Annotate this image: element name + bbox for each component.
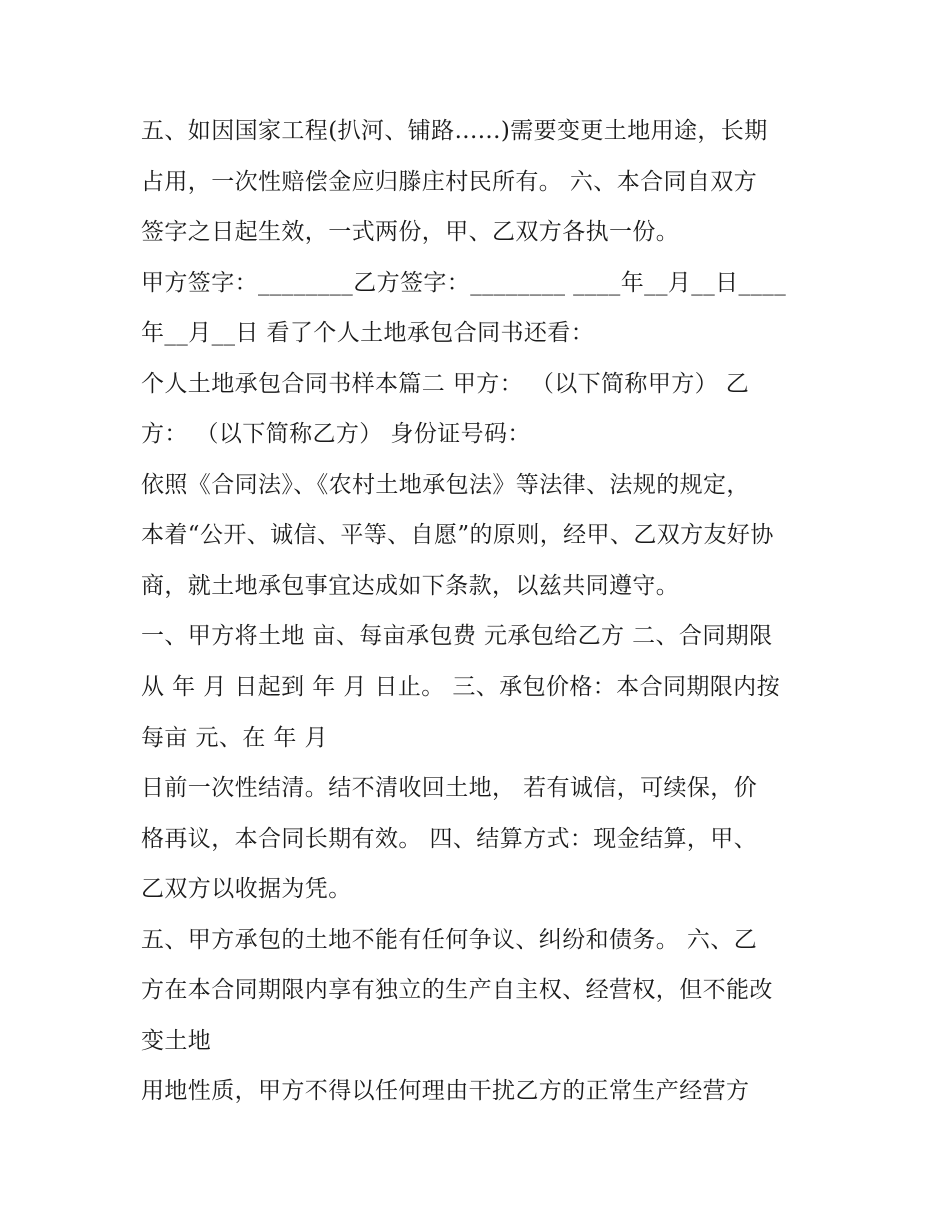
text-line: 日前一次性结清。结不清收回土地， 若有诚信，可续保，价 <box>141 775 758 801</box>
text-line: 签字之日起生效，一式两份，甲、乙双方各执一份。 <box>141 219 680 245</box>
text-line: 依照《合同法》、《农村土地承包法》等法律、法规的规定， <box>141 472 750 498</box>
text-line: 五、如因国家工程(扒河、铺路......)需要变更土地用途，长期 <box>141 118 768 144</box>
text-line: 方在本合同期限内享有独立的生产自主权、经营权，但不能改 <box>141 977 773 1003</box>
text-line: 格再议，本合同长期有效。 四、结算方式：现金结算，甲、 <box>141 826 758 852</box>
text-line: 用地性质，甲方不得以任何理由干扰乙方的正常生产经营方 <box>141 1078 750 1104</box>
text-line: 本着“公开、诚信、平等、自愿”的原则，经甲、乙双方友好协 <box>141 522 774 548</box>
text-line: 方： （以下简称乙方） 身份证号码： <box>141 421 531 447</box>
text-line: 个人土地承包合同书样本篇二 甲方： （以下简称甲方） 乙 <box>141 371 750 397</box>
text-line: 变土地 <box>141 1028 212 1054</box>
text-line: 商，就土地承包事宜达成如下条款，以兹共同遵守。 <box>141 573 680 599</box>
signature-line: 甲方签字：________乙方签字：________ ____年__月__日____ <box>141 270 787 296</box>
text-line: 占用，一次性赔偿金应归滕庄村民所有。 六、本合同自双方 <box>141 169 758 195</box>
text-line: 一、甲方将土地 亩、每亩承包费 元承包给乙方 二、合同期限 <box>141 623 773 649</box>
text-line: 年__月__日 看了个人土地承包合同书还看： <box>141 320 595 346</box>
text-line: 乙双方以收据为凭。 <box>141 876 352 902</box>
text-line: 五、甲方承包的土地不能有任何争议、纠纷和债务。 六、乙 <box>141 927 758 953</box>
text-line: 从 年 月 日起到 年 月 日止。 三、承包价格：本合同期限内按 <box>141 674 780 700</box>
text-line: 每亩 元、在 年 月 <box>141 725 328 751</box>
